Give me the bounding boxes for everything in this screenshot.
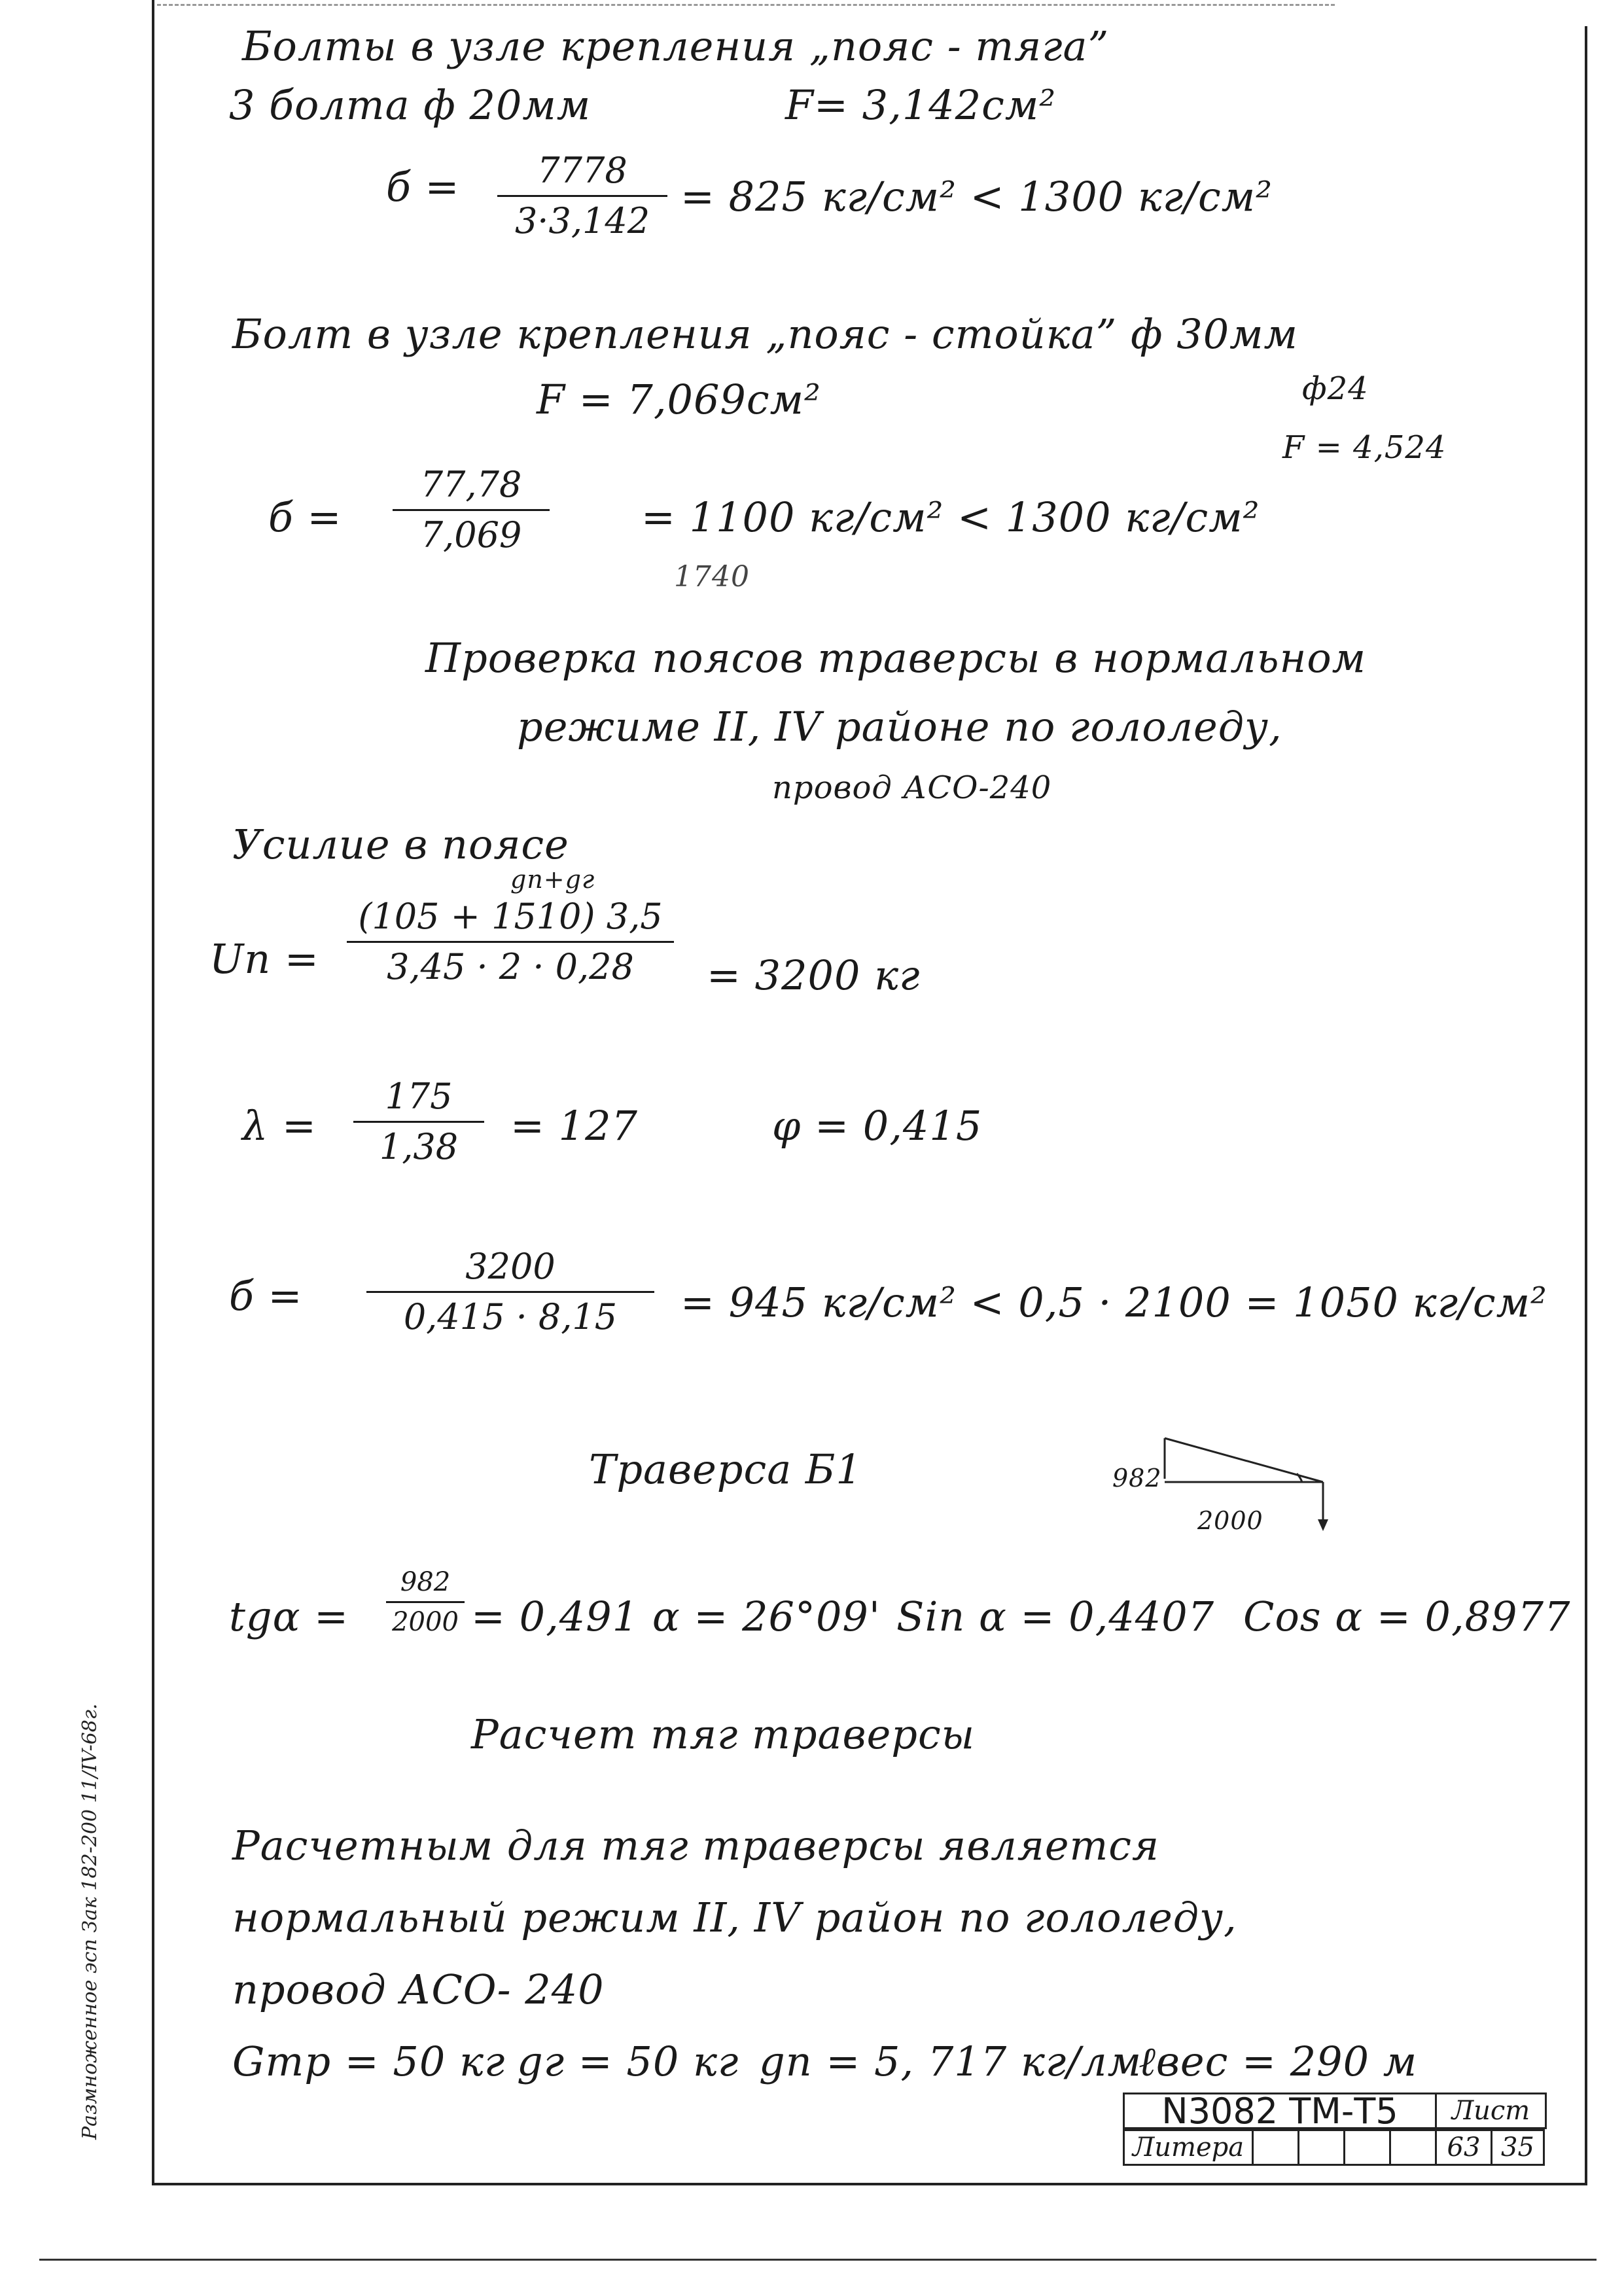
paragraph-line-2: нормальный режим II, IV район по гололеду, — [232, 1894, 1237, 1941]
eq1-denominator: 3·3,142 — [514, 200, 650, 242]
eq1-lhs: б = — [386, 163, 460, 211]
eq6-denominator: 2000 — [392, 1607, 459, 1637]
eq2-fraction — [393, 465, 550, 556]
fraction-bar — [366, 1291, 654, 1293]
weight-span: ℓвес = 290 м — [1139, 2038, 1418, 2085]
eq2-numerator: 77,78 — [420, 464, 522, 505]
heading-traverse-b1: Траверса Б1 — [589, 1445, 862, 1493]
eq4-denominator: 1,38 — [379, 1126, 459, 1168]
title-block-row-bottom — [1123, 2129, 1545, 2166]
litera-cell-1 — [1252, 2129, 1299, 2166]
heading-rod-calculation: Расчет тяг траверсы — [471, 1710, 976, 1758]
traverse-triangle-sketch — [1152, 1433, 1348, 1557]
sketch-horizontal-dimension: 2000 — [1197, 1506, 1263, 1535]
eq1-fraction — [497, 150, 667, 241]
eq5-denominator: 0,415 · 8,15 — [403, 1296, 618, 1338]
eq2-rhs: = 1100 кг/см² < 1300 кг/см² — [641, 493, 1260, 541]
sidebar-print-note: Размноженное эсп Зак 182-200 11/IV-68г. — [79, 1703, 101, 2140]
paragraph-line-1: Расчетным для тяг траверсы является — [232, 1822, 1160, 1869]
sketch-vertical-dimension: 982 — [1112, 1464, 1162, 1492]
title-block-row-top — [1123, 2090, 1547, 2132]
margin-note-area: F = 4,524 — [1282, 429, 1447, 466]
top-dashed-line — [157, 4, 1335, 6]
fraction-bar — [386, 1601, 465, 1603]
drawing-code: N3082 ТМ-Т5 — [1123, 2093, 1437, 2129]
eq3-rhs: = 3200 кг — [707, 951, 921, 999]
sheet-total: 35 — [1491, 2129, 1545, 2166]
ice-load: gг = 50 кг — [517, 2038, 739, 2085]
fraction-bar — [393, 509, 550, 511]
eq5-fraction — [366, 1246, 654, 1337]
eq3-fraction — [347, 896, 674, 987]
litera-cell-2 — [1297, 2129, 1345, 2166]
frame-bottom-border — [152, 2183, 1587, 2185]
frame-left-border — [152, 0, 154, 2185]
wire-load: gп = 5, 717 кг/лм — [759, 2038, 1142, 2085]
trim-line — [39, 2259, 1597, 2261]
eq3-superscript-note: gп+gг — [510, 865, 595, 894]
buckling-coefficient: φ = 0,415 — [772, 1102, 983, 1150]
sheet-number: 63 — [1435, 2129, 1492, 2166]
fraction-bar — [353, 1121, 484, 1123]
eq6-numerator: 982 — [400, 1567, 451, 1597]
eq3-denominator: 3,45 · 2 · 0,28 — [387, 946, 634, 988]
rod-weight: Gтр = 50 кг — [232, 2038, 506, 2085]
heading-belt-check-wire: провод АСО-240 — [772, 769, 1052, 806]
area-value-1: F= 3,142см² — [785, 81, 1057, 129]
eq5-numerator: 3200 — [465, 1246, 556, 1287]
eq2-pencil-note: 1740 — [674, 560, 750, 593]
eq4-lhs: λ = — [242, 1102, 317, 1150]
fraction-bar — [497, 195, 667, 197]
eq1-rhs: = 825 кг/см² < 1300 кг/см² — [680, 173, 1273, 221]
eq4-rhs: = 127 — [510, 1102, 638, 1150]
eq1-numerator: 7778 — [537, 150, 627, 191]
heading-bolt-belt-post: Болт в узле крепления „пояс - стойка” ф 30мм — [232, 310, 1298, 358]
cosine-value: Cos α = 0,8977 — [1243, 1593, 1571, 1640]
eq3-lhs: Uп = — [209, 935, 319, 983]
eq6-rhs: = 0,491 α = 26°09' — [471, 1593, 881, 1640]
eq2-lhs: б = — [268, 493, 342, 541]
frame-right-border — [1585, 26, 1587, 2185]
eq2-denominator: 7,069 — [420, 514, 522, 556]
title-block — [1123, 2090, 1547, 2171]
eq3-numerator: (105 + 1510) 3,5 — [358, 896, 663, 937]
eq5-lhs: б = — [229, 1272, 303, 1320]
belt-force-label: Усилие в поясе — [232, 821, 569, 868]
sine-value: Sin α = 0,4407 — [896, 1593, 1215, 1640]
area-value-2: F = 7,069см² — [537, 376, 821, 423]
sheet-label: Лист — [1435, 2093, 1547, 2129]
heading-bolts-belt-rod: Болты в узле крепления „пояс - тяга” — [242, 22, 1110, 70]
fraction-bar — [347, 941, 674, 943]
eq6-lhs: tgα = — [229, 1593, 349, 1640]
heading-belt-check: Проверка поясов траверсы в нормальном — [425, 634, 1367, 682]
margin-note-diameter: ф24 — [1302, 370, 1369, 407]
litera-label: Литера — [1123, 2129, 1254, 2166]
eq5-rhs: = 945 кг/см² < 0,5 · 2100 = 1050 кг/см² — [680, 1279, 1547, 1326]
litera-cell-4 — [1389, 2129, 1437, 2166]
litera-cell-3 — [1343, 2129, 1391, 2166]
eq4-fraction — [353, 1076, 484, 1167]
eq6-fraction — [386, 1567, 465, 1637]
eq4-numerator: 175 — [385, 1076, 453, 1117]
bolts-spec: 3 болта ф 20мм — [229, 81, 591, 129]
heading-belt-check-line2: режиме II, IV районе по гололеду, — [517, 703, 1282, 751]
paragraph-line-3: провод АСО- 240 — [232, 1966, 605, 2013]
